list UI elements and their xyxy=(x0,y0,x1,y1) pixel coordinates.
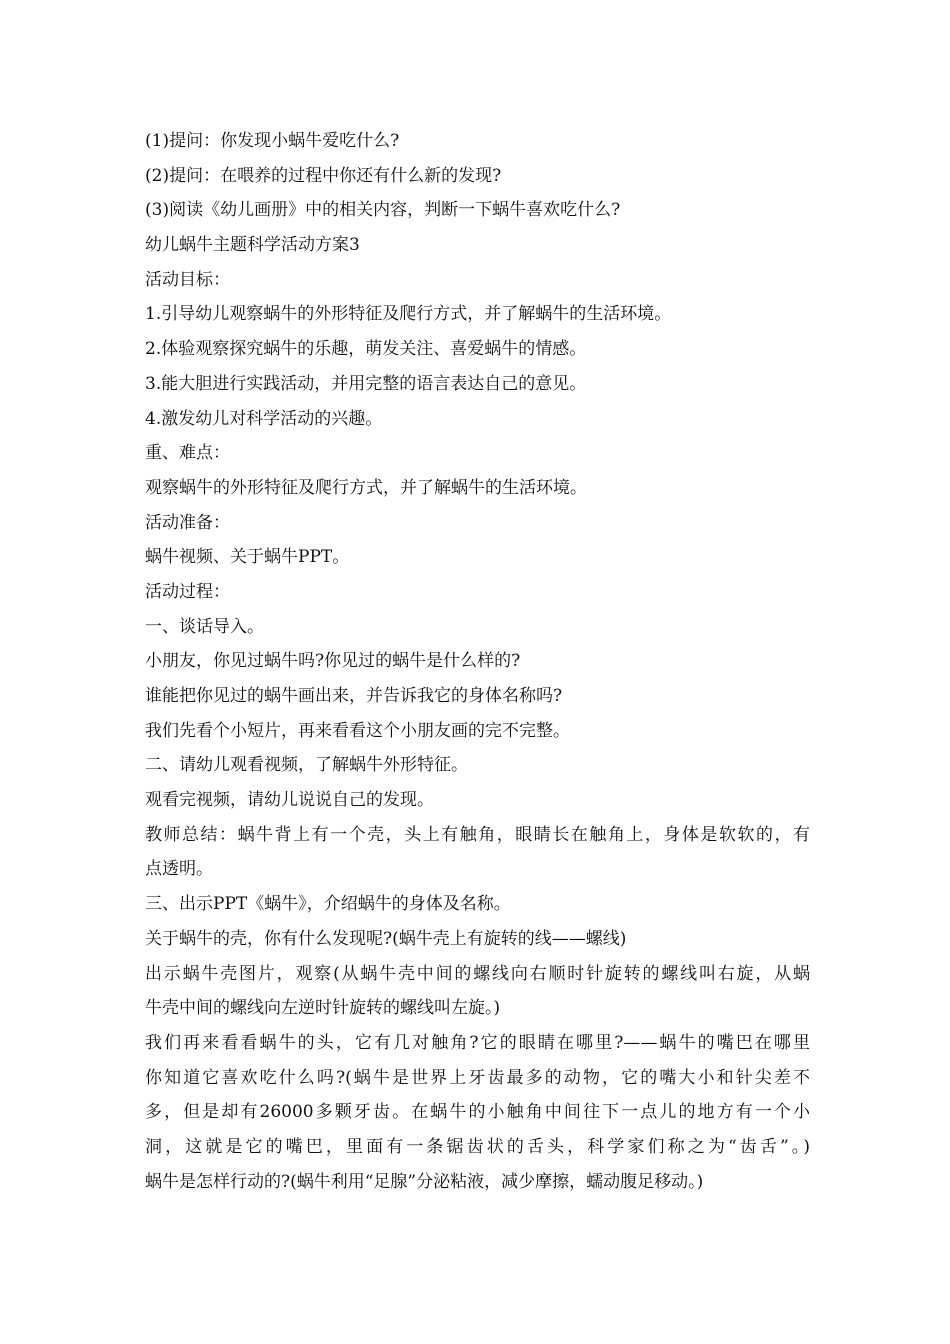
text-line: 观察蜗牛的外形特征及爬行方式，并了解蜗牛的生活环境。 xyxy=(145,477,587,498)
text-line: 2.体验观察探究蜗牛的乐趣，萌发关注、喜爱蜗牛的情感。 xyxy=(145,339,587,360)
text-line: 1.引导幼儿观察蜗牛的外形特征及爬行方式，并了解蜗牛的生活环境。 xyxy=(145,304,672,325)
text-line: 教师总结：蜗牛背上有一个壳，头上有触角，眼睛长在触角上，身体是软软的，有 xyxy=(145,824,810,845)
text-line: 4.激发幼儿对科学活动的兴趣。 xyxy=(145,408,383,429)
text-line: 二、请幼儿观看视频，了解蜗牛外形特征。 xyxy=(145,755,468,776)
text-line: 你知道它喜欢吃什么吗?(蜗牛是世界上牙齿最多的动物，它的嘴大小和针尖差不 xyxy=(145,1067,810,1088)
text-line: 活动目标： xyxy=(145,269,230,290)
text-line: 活动准备： xyxy=(145,512,230,533)
text-line: 三、出示PPT《蜗牛》，介绍蜗牛的身体及名称。 xyxy=(145,894,511,915)
text-line: 3.能大胆进行实践活动，并用完整的语言表达自己的意见。 xyxy=(145,373,587,394)
text-line: 活动过程： xyxy=(145,581,230,602)
text-line: 关于蜗牛的壳，你有什么发现呢?(蜗牛壳上有旋转的线——螺线) xyxy=(145,928,627,949)
text-line: (1)提问：你发现小蜗牛爱吃什么? xyxy=(145,131,400,151)
text-line: 小朋友，你见过蜗牛吗?你见过的蜗牛是什么样的? xyxy=(145,651,521,672)
text-line: 观看完视频，请幼儿说说自己的发现。 xyxy=(145,790,434,811)
text-line: 谁能把你见过的蜗牛画出来，并告诉我它的身体名称吗? xyxy=(145,686,563,706)
text-line: 一、谈话导入。 xyxy=(145,616,264,637)
text-line: 洞，这就是它的嘴巴，里面有一条锯齿状的舌头，科学家们称之为“齿舌”。) xyxy=(145,1136,810,1157)
document-body xyxy=(145,124,810,1199)
text-line: 蜗牛视频、关于蜗牛PPT。 xyxy=(145,547,350,568)
text-line: 出示蜗牛壳图片，观察(从蜗牛壳中间的螺线向右顺时针旋转的螺线叫右旋，从蜗 xyxy=(145,963,810,984)
text-line: 多，但是却有26000多颗牙齿。在蜗牛的小触角中间往下一点儿的地方有一个小 xyxy=(145,1102,810,1123)
text-line: 我们先看个小短片，再来看看这个小朋友画的完不完整。 xyxy=(145,720,570,741)
text-line: 重、难点： xyxy=(145,443,230,464)
text-line: 蜗牛是怎样行动的?(蜗牛利用“足腺”分泌粘液，减少摩擦，蠕动腹足移动。) xyxy=(145,1171,704,1192)
text-line: 点透明。 xyxy=(145,859,213,880)
text-line: 牛壳中间的螺线向左逆时针旋转的螺线叫左旋。) xyxy=(145,998,501,1019)
text-line: 我们再来看看蜗牛的头，它有几对触角?它的眼睛在哪里?——蜗牛的嘴巴在哪里 xyxy=(145,1032,810,1053)
text-line: (2)提问：在喂养的过程中你还有什么新的发现? xyxy=(145,165,502,186)
section-heading: 幼儿蜗牛主题科学活动方案3 xyxy=(145,235,360,256)
text-line: (3)阅读《幼儿画册》中的相关内容，判断一下蜗牛喜欢吃什么? xyxy=(145,200,621,221)
